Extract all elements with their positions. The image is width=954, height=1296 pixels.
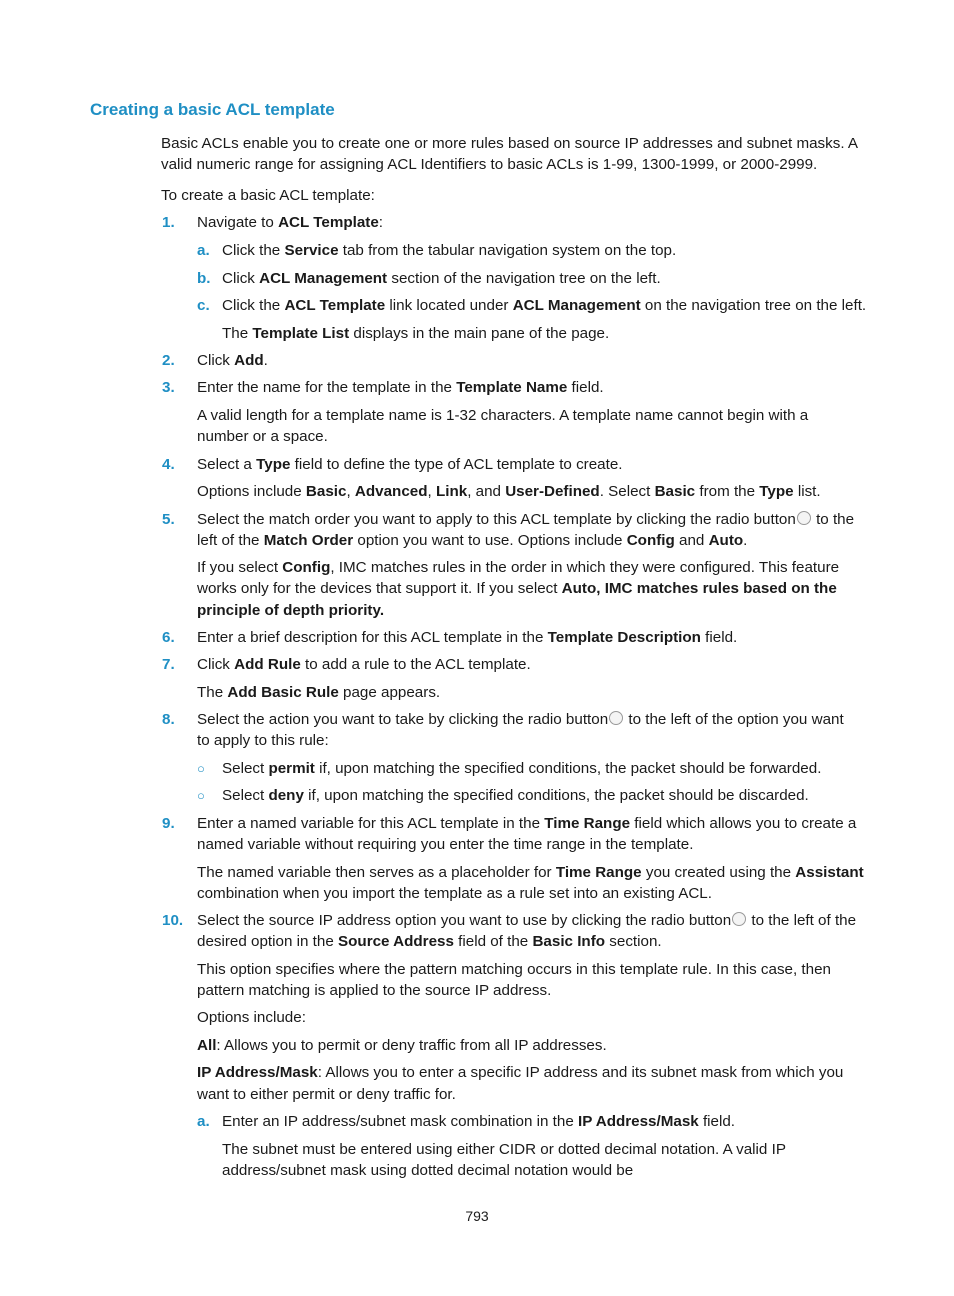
substep-text: Click the Service tab from the tabular navigation system on the top. bbox=[222, 242, 677, 259]
radio-button-icon bbox=[797, 511, 811, 525]
step-text: Click Add. bbox=[197, 352, 268, 369]
intro-line: Basic ACLs enable you to create one or more rules based on source IP addresses and subnet masks. A bbox=[161, 135, 859, 152]
substep-label: a. bbox=[197, 242, 210, 259]
step-number: 3. bbox=[162, 379, 175, 396]
step-number: 2. bbox=[162, 352, 175, 369]
substep-label: c. bbox=[197, 297, 210, 314]
step-text: Select the action you want to take by clicking the radio button to the left of the option you want bbox=[197, 711, 844, 728]
step-text: named variable without requiring you enter the time range in the template. bbox=[197, 836, 694, 853]
page-number: 793 bbox=[465, 1208, 489, 1224]
step-text: Enter a brief description for this ACL template in the Template Description field. bbox=[197, 629, 738, 646]
step-text: Enter the name for the template in the Template Name field. bbox=[197, 379, 604, 396]
substep-label: b. bbox=[197, 270, 211, 287]
step-note: number or a space. bbox=[197, 428, 328, 445]
step-note: This option specifies where the pattern matching occurs in this template rule. In this case, then bbox=[197, 961, 831, 978]
step-note: The Add Basic Rule page appears. bbox=[197, 684, 441, 701]
step-number: 7. bbox=[162, 656, 175, 673]
radio-button-icon bbox=[609, 711, 623, 725]
substep-note: The subnet must be entered using either CIDR or dotted decimal notation. A valid IP bbox=[222, 1141, 786, 1158]
step-number: 1. bbox=[162, 214, 175, 231]
step-text: Click Add Rule to add a rule to the ACL template. bbox=[197, 656, 531, 673]
substep-text: Enter an IP address/subnet mask combination in the IP Address/Mask field. bbox=[222, 1113, 736, 1130]
step-number: 8. bbox=[162, 711, 175, 728]
substep-note: The Template List displays in the main pane of the page. bbox=[222, 325, 610, 342]
step-note: pattern matching is applied to the source IP address. bbox=[197, 982, 552, 999]
substep-label: a. bbox=[197, 1113, 210, 1130]
step-text: Navigate to ACL Template: bbox=[197, 214, 384, 231]
step-text: Select a Type field to define the type of ACL template to create. bbox=[197, 456, 623, 473]
step-note: The named variable then serves as a placeholder for Time Range you created using the Assistant bbox=[197, 864, 864, 881]
bullet-icon: ○ bbox=[197, 761, 205, 776]
step-note: combination when you import the template as a rule set into an existing ACL. bbox=[197, 885, 712, 902]
step-text: Enter a named variable for this ACL template in the Time Range field which allows you to create a bbox=[197, 815, 857, 832]
step-note: Options include Basic, Advanced, Link, and User-Defined. Select Basic from the Type list. bbox=[197, 483, 821, 500]
step-text: left of the Match Order option you want to use. Options include Config and Auto. bbox=[197, 532, 748, 549]
step-number: 4. bbox=[162, 456, 175, 473]
intro-line: To create a basic ACL template: bbox=[161, 187, 375, 204]
intro-line: valid numeric range for assigning ACL Identifiers to basic ACLs is 1-99, 1300-1999, or 2000-2999. bbox=[161, 156, 818, 173]
step-note: Options include: bbox=[197, 1009, 306, 1026]
step-note: A valid length for a template name is 1-32 characters. A template name cannot begin with a bbox=[197, 407, 809, 424]
option-all: All: Allows you to permit or deny traffic from all IP addresses. bbox=[197, 1037, 607, 1054]
bullet-icon: ○ bbox=[197, 788, 205, 803]
substep-text: Click ACL Management section of the navigation tree on the left. bbox=[222, 270, 661, 287]
step-note: principle of depth priority. bbox=[197, 602, 385, 619]
step-note: works only for the devices that support it. If you select Auto, IMC matches rules based on the bbox=[197, 580, 837, 597]
step-number: 10. bbox=[162, 912, 184, 929]
step-text: Select the source IP address option you want to use by clicking the radio button to the left of the bbox=[197, 912, 857, 929]
step-number: 5. bbox=[162, 511, 175, 528]
step-number: 9. bbox=[162, 815, 175, 832]
step-number: 6. bbox=[162, 629, 175, 646]
section-heading: Creating a basic ACL template bbox=[90, 100, 335, 119]
step-text: desired option in the Source Address field of the Basic Info section. bbox=[197, 933, 662, 950]
step-note: If you select Config, IMC matches rules in the order in which they were configured. This feature bbox=[197, 559, 840, 576]
radio-button-icon bbox=[732, 912, 746, 926]
step-text: to apply to this rule: bbox=[197, 732, 329, 749]
bullet-text: Select deny if, upon matching the specified conditions, the packet should be discarded. bbox=[222, 787, 809, 804]
option-ip-mask: IP Address/Mask: Allows you to enter a specific IP address and its subnet mask from which you bbox=[197, 1064, 844, 1081]
step-text: Select the match order you want to apply to this ACL template by clicking the radio button to the bbox=[197, 511, 855, 528]
substep-note: address/subnet mask using dotted decimal notation would be bbox=[222, 1162, 634, 1179]
substep-text: Click the ACL Template link located under ACL Management on the navigation tree on the left. bbox=[222, 297, 867, 314]
bullet-text: Select permit if, upon matching the specified conditions, the packet should be forwarded. bbox=[222, 760, 822, 777]
option-ip-mask: want to either permit or deny traffic for. bbox=[197, 1086, 456, 1103]
